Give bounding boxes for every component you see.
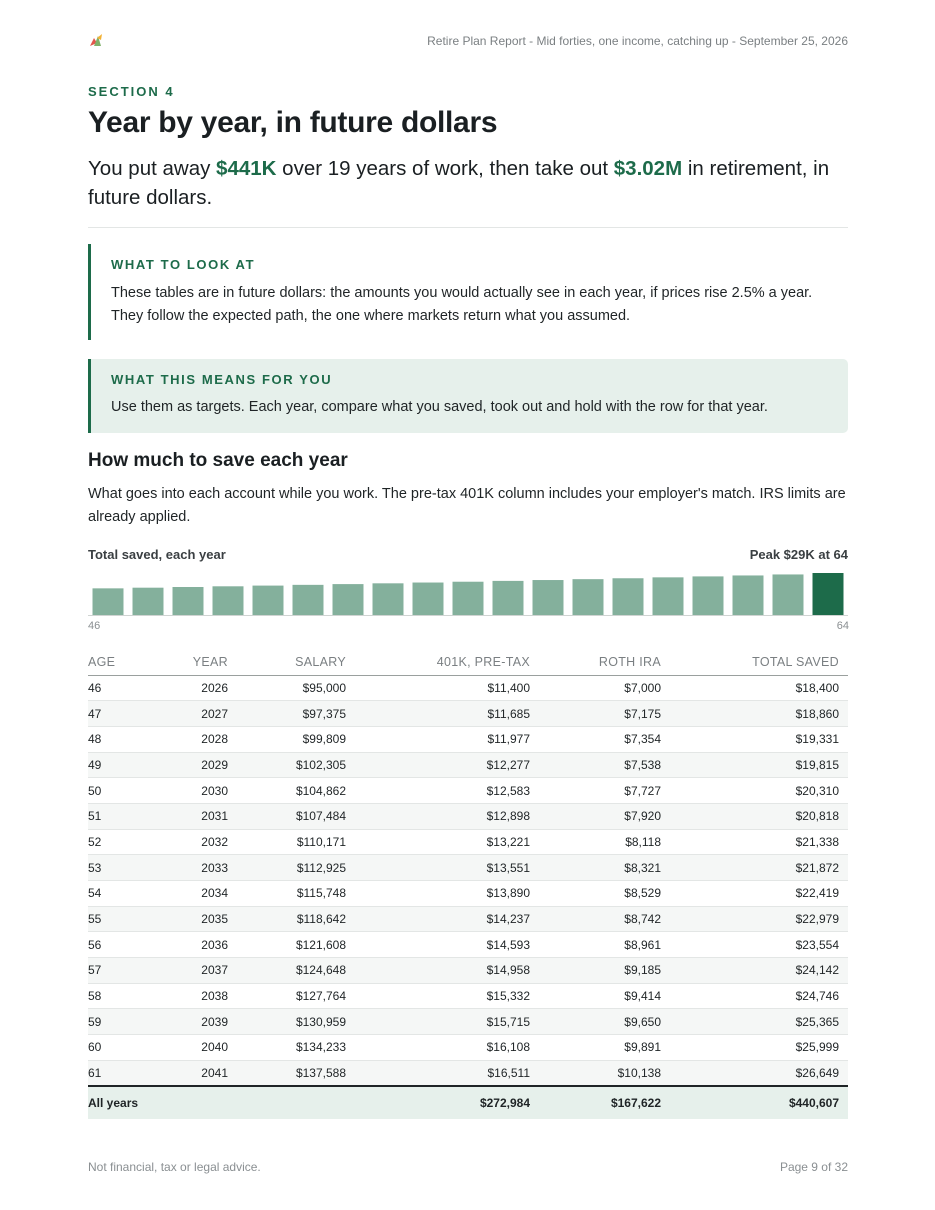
table-cell: 2026 <box>148 675 237 701</box>
column-header: ROTH IRA <box>539 650 670 675</box>
table-row <box>88 983 848 1009</box>
chart-bar <box>653 577 684 615</box>
table-cell: $24,142 <box>670 958 848 984</box>
table-cell: 2040 <box>148 1035 237 1061</box>
table-cell: 50 <box>88 778 148 804</box>
table-cell: $18,860 <box>670 701 848 727</box>
table-cell: $137,588 <box>237 1060 355 1086</box>
table-cell: $8,529 <box>539 881 670 907</box>
table-row <box>88 855 848 881</box>
savings-heading: How much to save each year <box>88 450 348 471</box>
table-cell: $25,365 <box>670 1009 848 1035</box>
table-cell: $102,305 <box>237 752 355 778</box>
table-cell: 2036 <box>148 932 237 958</box>
table-cell: 47 <box>88 701 148 727</box>
table-cell: 56 <box>88 932 148 958</box>
chart-bar <box>533 580 564 615</box>
table-cell: $12,583 <box>355 778 539 804</box>
divider <box>88 227 848 228</box>
table-cell: $9,185 <box>539 958 670 984</box>
table-cell: $12,898 <box>355 803 539 829</box>
table-row <box>88 958 848 984</box>
table-cell: 2028 <box>148 726 237 752</box>
table-cell: 2033 <box>148 855 237 881</box>
lede-amount-saved: $441K <box>216 157 277 180</box>
table-cell: 51 <box>88 803 148 829</box>
table-cell: $9,650 <box>539 1009 670 1035</box>
table-cell: $23,554 <box>670 932 848 958</box>
table-cell: $20,310 <box>670 778 848 804</box>
table-cell: 54 <box>88 881 148 907</box>
section-lede <box>88 154 848 212</box>
table-cell: $11,400 <box>355 675 539 701</box>
chart-bar <box>293 585 324 615</box>
table-cell: $12,277 <box>355 752 539 778</box>
table-cell: $25,999 <box>670 1035 848 1061</box>
table-cell: 46 <box>88 675 148 701</box>
chart-bar <box>693 576 724 615</box>
table-cell: 2039 <box>148 1009 237 1035</box>
table-body <box>88 675 848 1086</box>
chart-bar <box>493 581 524 615</box>
table-cell: $19,331 <box>670 726 848 752</box>
table-cell: $14,593 <box>355 932 539 958</box>
chart-bar <box>733 575 764 615</box>
column-header: SALARY <box>237 650 355 675</box>
table-row <box>88 726 848 752</box>
table-cell: $107,484 <box>237 803 355 829</box>
table-cell: 48 <box>88 726 148 752</box>
chart-bar <box>413 583 444 615</box>
table-cell: $7,000 <box>539 675 670 701</box>
totals-cell: $440,607 <box>670 1086 848 1119</box>
table-cell: $121,608 <box>237 932 355 958</box>
page-title: Year by year, in future dollars <box>88 106 498 139</box>
totals-cell <box>148 1086 237 1119</box>
chart-x-start-label: 46 <box>88 620 101 632</box>
app-logo-icon <box>88 32 104 48</box>
section-eyebrow: SECTION 4 <box>88 84 175 99</box>
table-row <box>88 701 848 727</box>
table-cell: $16,511 <box>355 1060 539 1086</box>
table-cell: 61 <box>88 1060 148 1086</box>
table-row <box>88 906 848 932</box>
table-cell: 53 <box>88 855 148 881</box>
table-cell: $7,175 <box>539 701 670 727</box>
chart-bar <box>573 579 604 615</box>
table-cell: $8,961 <box>539 932 670 958</box>
table-cell: $130,959 <box>237 1009 355 1035</box>
table-cell: 2027 <box>148 701 237 727</box>
table-row <box>88 1009 848 1035</box>
table-cell: $95,000 <box>237 675 355 701</box>
table-cell: $104,862 <box>237 778 355 804</box>
callout-what-this-means <box>88 359 848 433</box>
table-cell: 58 <box>88 983 148 1009</box>
table-cell: $19,815 <box>670 752 848 778</box>
table-cell: 55 <box>88 906 148 932</box>
table-cell: $97,375 <box>237 701 355 727</box>
callout-label: WHAT THIS MEANS FOR YOU <box>111 372 333 387</box>
savings-bar-chart <box>88 565 848 617</box>
table-cell: $8,118 <box>539 829 670 855</box>
table-cell: $8,321 <box>539 855 670 881</box>
totals-cell: $272,984 <box>355 1086 539 1119</box>
table-cell: $115,748 <box>237 881 355 907</box>
chart-title: Total saved, each year <box>88 547 226 562</box>
chart-bar <box>213 586 244 615</box>
table-cell: $21,338 <box>670 829 848 855</box>
table-cell: $110,171 <box>237 829 355 855</box>
table-cell: 2037 <box>148 958 237 984</box>
totals-label: All years <box>88 1086 148 1119</box>
report-header: Retire Plan Report - Mid forties, one income, catching up - September 25, 2026 <box>427 34 848 48</box>
table-cell: 2035 <box>148 906 237 932</box>
table-cell: 2029 <box>148 752 237 778</box>
callout-label: WHAT TO LOOK AT <box>111 257 256 272</box>
chart-x-end-label: 64 <box>836 620 849 632</box>
table-cell: $26,649 <box>670 1060 848 1086</box>
chart-bar <box>773 574 804 615</box>
chart-bar <box>93 588 124 615</box>
table-cell: $22,419 <box>670 881 848 907</box>
column-header: 401K, PRE-TAX <box>355 650 539 675</box>
table-row <box>88 752 848 778</box>
table-cell: $9,891 <box>539 1035 670 1061</box>
table-cell: $14,237 <box>355 906 539 932</box>
table-cell: $8,742 <box>539 906 670 932</box>
table-cell: 2034 <box>148 881 237 907</box>
table-cell: 2031 <box>148 803 237 829</box>
table-cell: $118,642 <box>237 906 355 932</box>
chart-bar <box>133 588 164 615</box>
lede-text-3: in retirement, in future dollars. <box>88 157 830 209</box>
column-header: YEAR <box>148 650 237 675</box>
table-cell: $18,400 <box>670 675 848 701</box>
table-cell: $9,414 <box>539 983 670 1009</box>
table-cell: 2032 <box>148 829 237 855</box>
savings-description: What goes into each account while you work. The pre-tax 401K column includes your employer's match. IRS limits are already applied. <box>88 486 846 525</box>
table-cell: 57 <box>88 958 148 984</box>
table-cell: $11,977 <box>355 726 539 752</box>
table-cell: $7,538 <box>539 752 670 778</box>
chart-bar <box>253 586 284 615</box>
callout-body: These tables are in future dollars: the amounts you would actually see in each year, if prices rise 2.5% a year. They follow the expected path, the one where markets return what you assumed. <box>111 285 813 324</box>
totals-cell: $167,622 <box>539 1086 670 1119</box>
table-header-row <box>88 650 848 675</box>
chart-bar <box>333 584 364 615</box>
table-row <box>88 778 848 804</box>
footer-page-number: Page 9 of 32 <box>779 1160 848 1174</box>
table-cell: 59 <box>88 1009 148 1035</box>
chart-bar-peak <box>813 573 844 615</box>
callout-what-to-look-at <box>88 244 848 340</box>
table-cell: 49 <box>88 752 148 778</box>
table-cell: $13,221 <box>355 829 539 855</box>
savings-table <box>88 650 848 1119</box>
lede-text-2: over 19 years of work, then take out <box>276 157 614 180</box>
footer-disclaimer: Not financial, tax or legal advice. <box>88 1160 261 1174</box>
table-cell: 52 <box>88 829 148 855</box>
table-cell: $11,685 <box>355 701 539 727</box>
chart-bar <box>613 578 644 615</box>
chart-peak-annotation: Peak $29K at 64 <box>749 547 848 562</box>
table-cell: $7,354 <box>539 726 670 752</box>
column-header: AGE <box>88 650 148 675</box>
table-row <box>88 1035 848 1061</box>
table-cell: 60 <box>88 1035 148 1061</box>
table-cell: $15,332 <box>355 983 539 1009</box>
chart-bar <box>173 587 204 615</box>
table-row <box>88 1060 848 1086</box>
table-row <box>88 932 848 958</box>
table-cell: 2030 <box>148 778 237 804</box>
table-cell: $15,715 <box>355 1009 539 1035</box>
callout-body: Use them as targets. Each year, compare what you saved, took out and hold with the row for that year. <box>111 399 768 415</box>
table-cell: $7,920 <box>539 803 670 829</box>
lede-text-1: You put away <box>88 157 217 180</box>
table-cell: $13,551 <box>355 855 539 881</box>
chart-bar <box>453 582 484 615</box>
table-cell: $10,138 <box>539 1060 670 1086</box>
table-cell: $124,648 <box>237 958 355 984</box>
lede-amount-withdrawn: $3.02M <box>613 157 683 180</box>
table-cell: $7,727 <box>539 778 670 804</box>
table-row <box>88 675 848 701</box>
column-header: TOTAL SAVED <box>670 650 848 675</box>
table-cell: $14,958 <box>355 958 539 984</box>
table-cell: $21,872 <box>670 855 848 881</box>
table-totals-row <box>88 1086 848 1119</box>
table-cell: $134,233 <box>237 1035 355 1061</box>
table-cell: $13,890 <box>355 881 539 907</box>
table-row <box>88 829 848 855</box>
table-cell: $127,764 <box>237 983 355 1009</box>
table-cell: $112,925 <box>237 855 355 881</box>
table-row <box>88 803 848 829</box>
table-cell: 2041 <box>148 1060 237 1086</box>
totals-cell <box>237 1086 355 1119</box>
table-cell: $22,979 <box>670 906 848 932</box>
table-cell: $16,108 <box>355 1035 539 1061</box>
table-cell: $20,818 <box>670 803 848 829</box>
table-row <box>88 881 848 907</box>
chart-bar <box>373 583 404 615</box>
table-cell: $24,746 <box>670 983 848 1009</box>
table-cell: $99,809 <box>237 726 355 752</box>
table-cell: 2038 <box>148 983 237 1009</box>
